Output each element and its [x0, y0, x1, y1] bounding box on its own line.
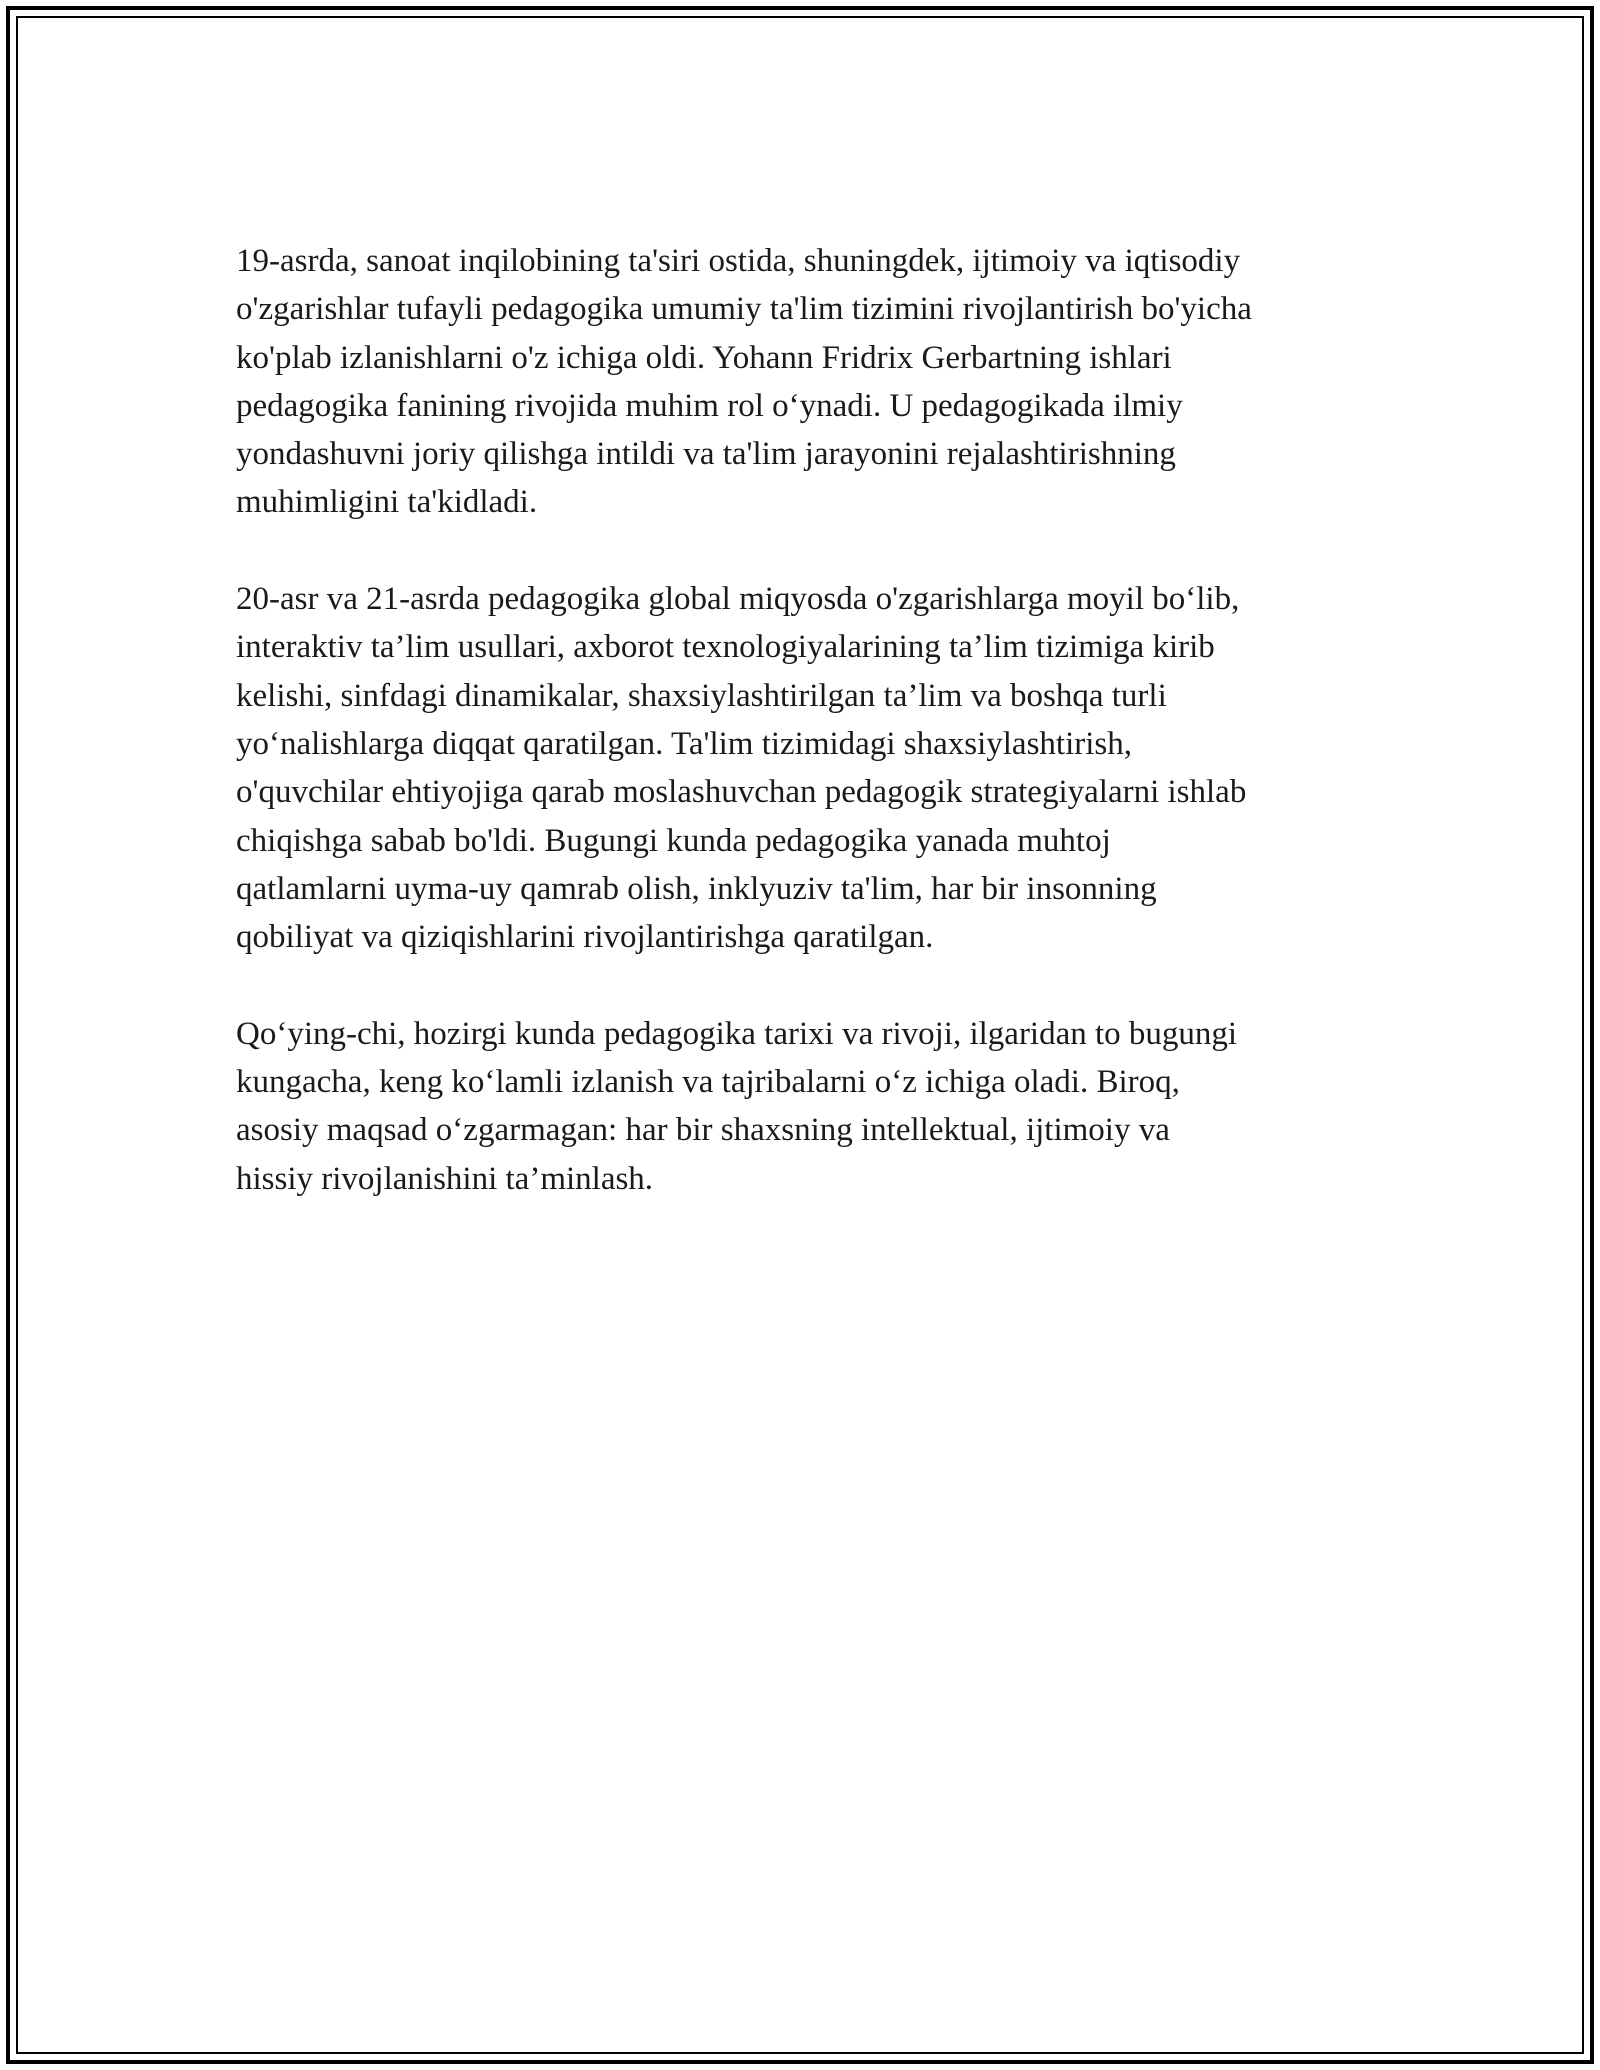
text-line: yo‘nalishlarga diqqat qaratilgan. Ta'lim tizimidagi shaxsiylashtirish, — [236, 725, 1132, 762]
text-line: hissiy rivojlanishini ta’minlash. — [236, 1160, 654, 1197]
text-line: 20-asr va 21-asrda pedagogika global miqyosda o'zgarishlarga moyil bo‘lib, — [236, 581, 1240, 618]
paragraph-3 — [236, 1010, 1386, 1203]
text-line: pedagogika fanining rivojida muhim rol o‘ynadi. U pedagogikada ilmiy — [236, 387, 1183, 424]
text-line: Qo‘ying-chi, hozirgi kunda pedagogika tarixi va rivoji, ilgaridan to bugungi — [236, 1015, 1238, 1052]
text-line: qatlamlarni uyma-uy qamrab olish, inklyuziv ta'lim, har bir insonning — [236, 870, 1157, 907]
text-line: qobiliyat va qiziqishlarini rivojlantirishga qaratilgan. — [236, 919, 934, 956]
text-line: kungacha, keng ko‘lamli izlanish va tajribalarni o‘z ichiga oladi. Biroq, — [236, 1064, 1180, 1101]
text-line: asosiy maqsad o‘zgarmagan: har bir shaxsning intellektual, ijtimoiy va — [236, 1112, 1170, 1149]
text-line: chiqishga sabab bo'ldi. Bugungi kunda pedagogika yanada muhtoj — [236, 822, 1111, 859]
text-line: o'quvchilar ehtiyojiga qarab moslashuvchan pedagogik strategiyalarni ishlab — [236, 774, 1247, 811]
text-line: interaktiv ta’lim usullari, axborot texnologiyalarining ta’lim tizimiga kirib — [236, 629, 1215, 666]
text-line: 19-asrda, sanoat inqilobining ta'siri ostida, shuningdek, ijtimoiy va iqtisodiy — [236, 243, 1241, 279]
paragraph-2 — [236, 575, 1386, 961]
paragraph-1 — [236, 237, 1386, 527]
text-line: muhimligini ta'kidladi. — [236, 484, 538, 521]
text-line: kelishi, sinfdagi dinamikalar, shaxsiylashtirilgan ta’lim va boshqa turli — [236, 677, 1167, 714]
document-body — [236, 237, 1386, 1251]
text-line: yondashuvni joriy qilishga intildi va ta'lim jarayonini rejalashtirishning — [236, 436, 1176, 473]
text-line: ko'plab izlanishlarni o'z ichiga oldi. Yohann Fridrix Gerbartning ishlari — [236, 339, 1172, 376]
text-line: o'zgarishlar tufayli pedagogika umumiy ta'lim tizimini rivojlantirish bo'yicha — [236, 291, 1252, 328]
